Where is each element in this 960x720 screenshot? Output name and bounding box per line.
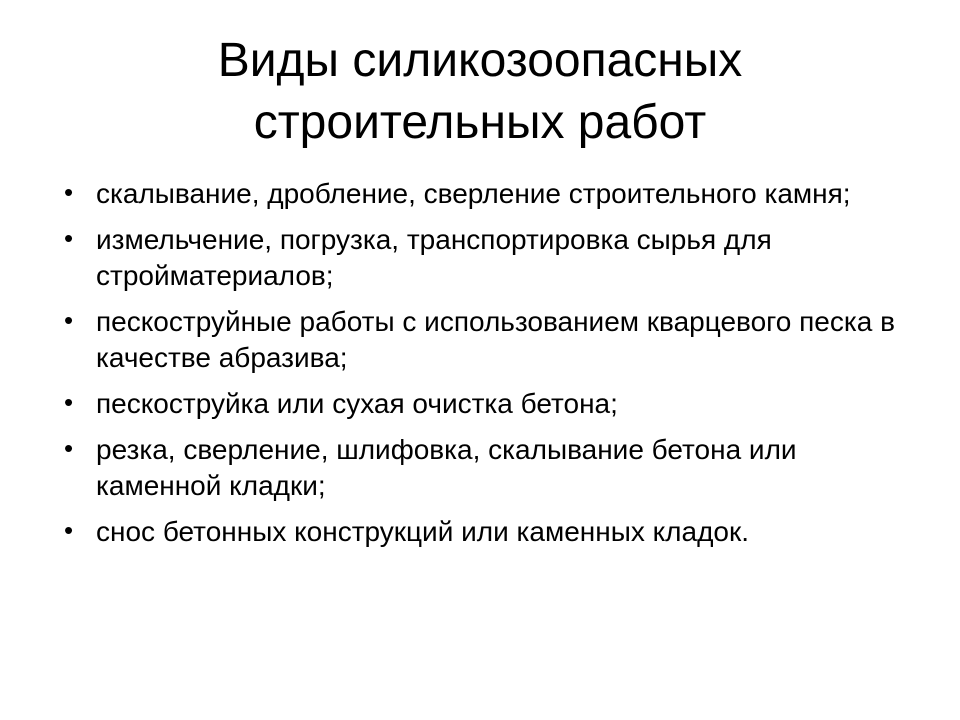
bullet-icon: •	[64, 177, 74, 207]
bullet-icon: •	[64, 515, 74, 545]
bullet-text: скалывание, дробление, сверление строительного камня;	[96, 178, 851, 209]
slide-title	[80, 30, 880, 154]
title-line-2: строительных работ	[253, 96, 707, 149]
bullet-text: снос бетонных конструкций или каменных кладок.	[96, 516, 750, 547]
list-item	[60, 514, 920, 550]
bullet-icon: •	[64, 305, 74, 335]
bullet-icon: •	[64, 223, 74, 253]
bullet-list	[60, 176, 920, 560]
bullet-text: пескоструйка или сухая очистка бетона;	[96, 388, 618, 419]
bullet-text: резка, сверление, шлифовка, скалывание бетона или каменной кладки;	[96, 434, 797, 501]
title-line-1: Виды силикозоопасных	[217, 34, 743, 87]
list-item	[60, 304, 920, 376]
bullet-icon: •	[64, 433, 74, 463]
list-item	[60, 222, 920, 294]
bullet-text: пескоструйные работы с использованием кварцевого песка в качестве абразива;	[96, 306, 895, 373]
bullet-icon: •	[64, 387, 74, 417]
bullet-text: измельчение, погрузка, транспортировка сырья для стройматериалов;	[96, 224, 772, 291]
list-item	[60, 386, 920, 422]
list-item	[60, 432, 920, 504]
list-item	[60, 176, 920, 212]
